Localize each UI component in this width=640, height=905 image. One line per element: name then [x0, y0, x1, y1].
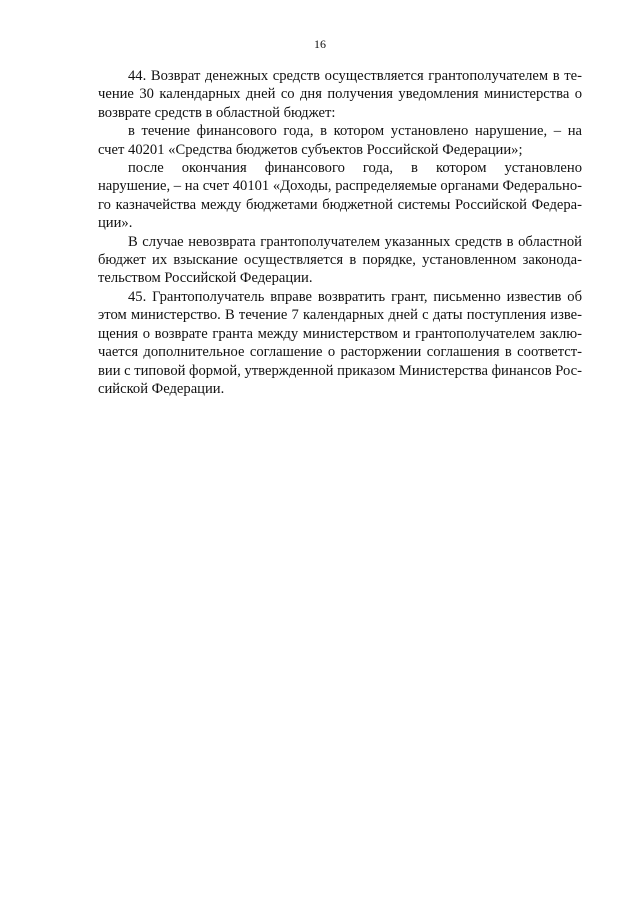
- text-line: бюджет их взыскание осуществляется в порядке, установленном законода-: [98, 252, 582, 269]
- paragraph-44: [98, 67, 582, 122]
- text-line: вии с типовой формой, утвержденной приказом Министерства финансов Рос-: [98, 362, 582, 379]
- text-line: тельством Российской Федерации.: [98, 270, 313, 287]
- text-line: сийской Федерации.: [98, 380, 225, 397]
- paragraph-after-year: [98, 159, 582, 233]
- text-line: го казначейства между бюджетами бюджетной системы Российской Федера-: [98, 196, 582, 213]
- text-line: чается дополнительное соглашение о расторжении соглашения в соответст-: [98, 344, 582, 361]
- text-line: этом министерство. В течение 7 календарных дней с даты поступления изве-: [98, 307, 582, 324]
- page-number: 16: [314, 37, 326, 51]
- text-line: 45. Грантополучатель вправе возвратить грант, письменно известив об: [128, 288, 582, 305]
- text-line: возврате средств в областной бюджет:: [98, 104, 336, 121]
- text-line: чение 30 календарных дней со дня получения уведомления министерства о: [98, 86, 582, 103]
- paragraph-45: [98, 288, 582, 398]
- document-body: [98, 67, 582, 398]
- text-line: ции».: [98, 215, 133, 232]
- text-line: нарушение, – на счет 40101 «Доходы, распределяемые органами Федерально-: [98, 178, 582, 195]
- text-line: 44. Возврат денежных средств осуществляется грантополучателем в те-: [128, 68, 582, 84]
- paragraph-non-return: [98, 233, 582, 288]
- paragraph-during-year: [98, 122, 582, 159]
- text-line: В случае невозврата грантополучателем указанных средств в областной: [128, 233, 582, 250]
- text-line: в течение финансового года, в котором установлено нарушение, – на: [128, 123, 582, 140]
- text-line: после окончания финансового года, в котором установлено: [128, 160, 582, 177]
- text-line: счет 40201 «Средства бюджетов субъектов Российской Федерации»;: [98, 141, 523, 158]
- text-line: щения о возврате гранта между министерством и грантополучателем заклю-: [98, 325, 582, 342]
